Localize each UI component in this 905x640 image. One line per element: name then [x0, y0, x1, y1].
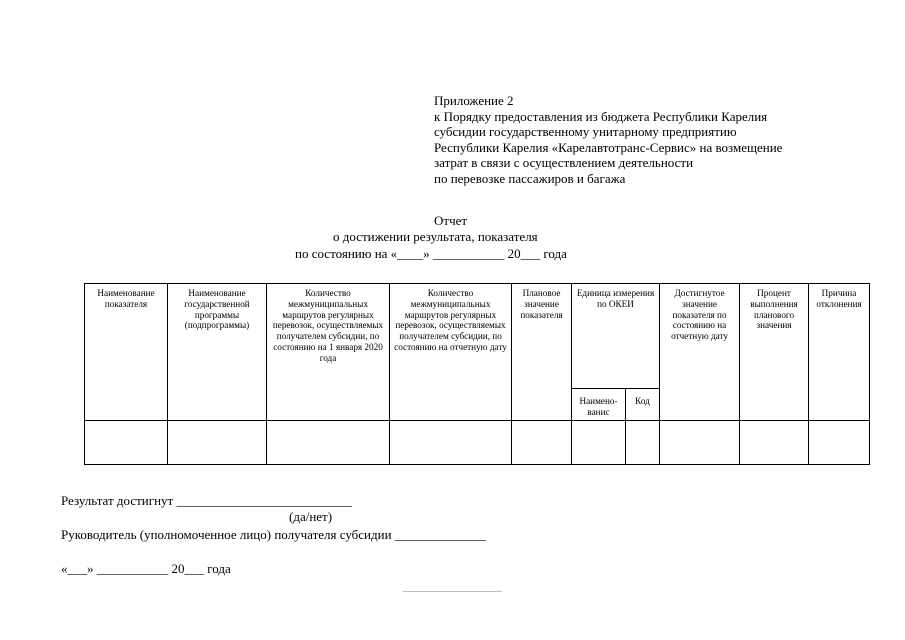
- table-cell: [626, 421, 660, 465]
- appendix-line: Республики Карелия «Карелавтотранс-Сервис» на возмещение: [434, 139, 783, 155]
- separator-line: [403, 591, 502, 592]
- report-title-subject: о достижении результата, показателя: [333, 229, 538, 244]
- table-cell: [740, 421, 809, 465]
- report-table: [84, 283, 870, 465]
- appendix-line: субсидии государственному унитарному предприятию: [434, 124, 737, 140]
- header-unit-name: Наимено-ванис: [572, 389, 626, 421]
- appendix-line: к Порядку предоставления из бюджета Республики Карелия: [434, 108, 768, 124]
- header-achieved-value: Достигнутое значение показателя по состоянию на отчетную дату: [660, 284, 740, 421]
- header-planned-value: Плановое значение показателя: [512, 284, 572, 421]
- table-row: [85, 421, 870, 465]
- table-cell: [390, 421, 512, 465]
- appendix-line: по перевозке пассажиров и багажа: [434, 170, 626, 186]
- report-title-main: Отчет: [434, 213, 468, 228]
- table-cell: [267, 421, 390, 465]
- date-line: «___» ___________ 20___ года: [61, 561, 231, 576]
- table-cell: [512, 421, 572, 465]
- table-cell: [85, 421, 168, 465]
- header-deviation-reason: Причина отклонения: [809, 284, 870, 421]
- header-routes-jan-2020: Количество межмуниципальных маршрутов регулярных перевозок, осуществляемых получателем субсидии, по состоянию на 1 января 2020 года: [267, 284, 390, 421]
- result-hint: (да/нет): [289, 509, 333, 524]
- appendix-header: [434, 93, 874, 187]
- result-line: Результат достигнут ___________________________: [61, 493, 352, 508]
- header-routes-report-date: Количество межмуниципальных маршрутов регулярных перевозок, осуществляемых получателем субсидии, по состоянию на отчетную дату: [390, 284, 512, 421]
- header-indicator-name: Наименование показателя: [85, 284, 168, 421]
- header-unit-code: Код: [626, 389, 660, 421]
- appendix-line: затрат в связи с осуществлением деятельности: [434, 155, 694, 171]
- header-program-name: Наименование государственной программы (подпрограммы): [168, 284, 267, 421]
- table-cell: [660, 421, 740, 465]
- appendix-line: Приложение 2: [434, 93, 514, 108]
- header-completion-percent: Процент выполнения планового значения: [740, 284, 809, 421]
- table-cell: [168, 421, 267, 465]
- head-signature-line: Руководитель (уполномоченное лицо) получателя субсидии ______________: [61, 527, 486, 542]
- header-unit-okei: Единица измерения по ОКЕИ: [572, 284, 660, 389]
- table-cell: [572, 421, 626, 465]
- report-title-date: по состоянию на «____» ___________ 20___ года: [295, 246, 567, 261]
- table-cell: [809, 421, 870, 465]
